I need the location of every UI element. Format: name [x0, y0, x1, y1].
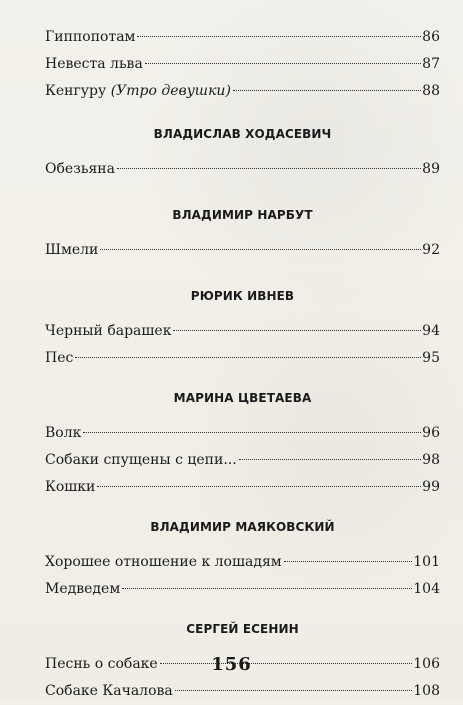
entry-page-number: 99: [422, 479, 440, 495]
entry-title-main: Кенгуру: [45, 83, 111, 99]
dot-leader: [175, 690, 413, 691]
entry-title: Медведем: [45, 581, 121, 597]
table-of-contents: [45, 24, 440, 705]
entry-title: Хорошее отношение к лошадям: [45, 554, 282, 570]
entry-title: Кошки: [45, 479, 96, 495]
toc-entry: [45, 78, 440, 105]
author-heading: ВЛАДИМИР НАРБУТ: [172, 208, 313, 222]
entry-page-number: 108: [413, 683, 440, 699]
entry-page-number: 98: [422, 452, 440, 468]
dot-leader: [100, 249, 421, 250]
author-heading: СЕРГЕЙ ЕСЕНИН: [186, 622, 299, 636]
entry-title: Обезьяна: [45, 161, 115, 177]
entry-title: Волк: [45, 425, 82, 441]
dot-leader: [173, 330, 421, 331]
entry-page-number: 96: [422, 425, 440, 441]
author-heading: РЮРИК ИВНЕВ: [190, 289, 295, 303]
entry-page-number: 94: [422, 323, 440, 339]
toc-entry: [45, 318, 440, 345]
entry-title: [45, 78, 233, 105]
toc-entry: [45, 447, 440, 474]
entry-title: Невеста льва: [45, 56, 143, 72]
toc-entry: [45, 345, 440, 372]
entry-page-number: 92: [422, 242, 440, 258]
author-heading: МАРИНА ЦВЕТАЕВА: [173, 391, 312, 405]
author-heading: ВЛАДИСЛАВ ХОДАСЕВИЧ: [153, 127, 332, 141]
entry-title: Песнь о собаке: [45, 656, 158, 672]
dot-leader: [97, 486, 421, 487]
dot-leader: [117, 168, 421, 169]
toc-entry: [45, 678, 440, 705]
toc-entry: [45, 549, 440, 576]
toc-entry: [45, 51, 440, 78]
toc-entry: [45, 576, 440, 603]
entry-page-number: 106: [413, 656, 440, 672]
dot-leader: [122, 588, 412, 589]
entry-page-number: 101: [413, 554, 440, 570]
dot-leader: [83, 432, 421, 433]
toc-entry: [45, 237, 440, 264]
entry-title: Собаке Качалова: [45, 683, 173, 699]
dot-leader: [284, 561, 413, 562]
entry-title: Собаки спущены с цепи...: [45, 452, 237, 468]
dot-leader: [137, 36, 421, 37]
toc-entry: [45, 24, 440, 51]
dot-leader: [239, 459, 421, 460]
entry-subtitle: (Утро девушки): [110, 83, 231, 99]
toc-entry: [45, 474, 440, 501]
entry-title: Гиппопотам: [45, 29, 136, 45]
entry-page-number: 88: [422, 83, 440, 99]
toc-entry: [45, 156, 440, 183]
author-heading: ВЛАДИМИР МАЯКОВСКИЙ: [150, 520, 335, 534]
entry-title: Шмели: [45, 242, 99, 258]
entry-page-number: 87: [422, 56, 440, 72]
entry-page-number: 86: [422, 29, 440, 45]
dot-leader: [75, 357, 421, 358]
entry-page-number: 95: [422, 350, 440, 366]
entry-title: Черный барашек: [45, 323, 172, 339]
entry-page-number: 89: [422, 161, 440, 177]
dot-leader: [233, 90, 421, 91]
entry-page-number: 104: [413, 581, 440, 597]
toc-entry: [45, 420, 440, 447]
page-number: 156: [211, 654, 252, 675]
entry-title: Пес: [45, 350, 74, 366]
dot-leader: [145, 63, 421, 64]
